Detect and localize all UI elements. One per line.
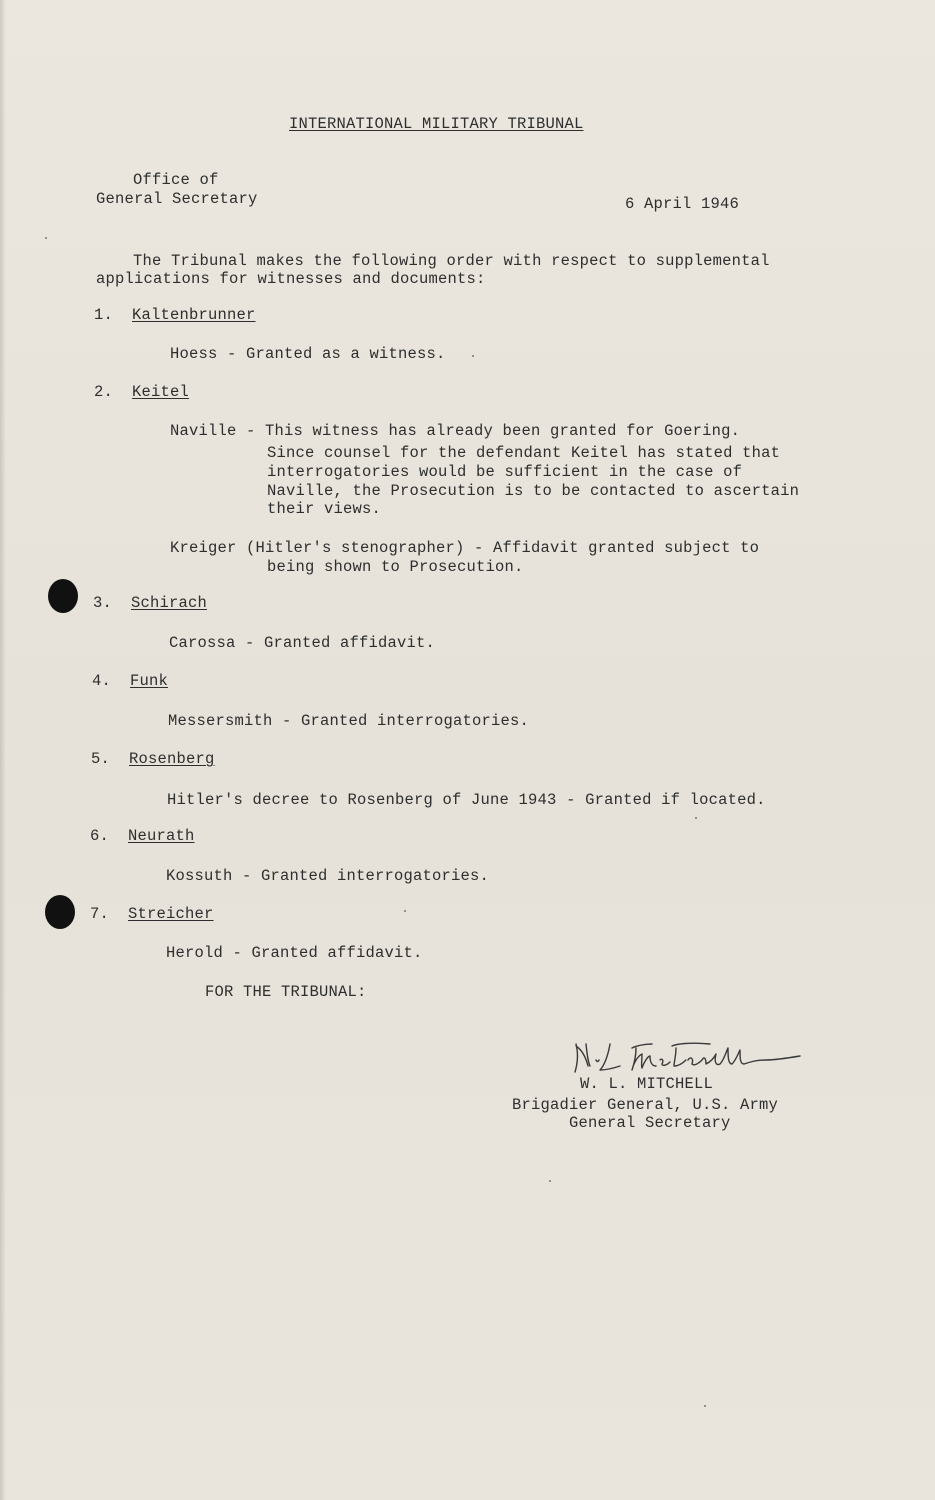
signer-name: W. L. MITCHELL <box>580 1075 714 1093</box>
paper-speck <box>549 1180 551 1182</box>
item-number: 3. <box>93 594 113 612</box>
intro-line-1: The Tribunal makes the following order with respect to supplemental <box>133 252 770 270</box>
defendant-name: Kaltenbrunner <box>132 306 256 324</box>
handwritten-signature <box>570 1036 805 1076</box>
entry-line: Kossuth - Granted interrogatories. <box>166 867 490 885</box>
punch-hole-bottom <box>45 895 75 929</box>
signer-title: General Secretary <box>569 1114 731 1132</box>
entry-line: Messersmith - Granted interrogatories. <box>168 712 530 730</box>
paper-speck <box>704 1405 706 1407</box>
entry-line: their views. <box>267 500 382 518</box>
paper-speck <box>695 817 697 819</box>
entry-line: Since counsel for the defendant Keitel has stated that <box>267 444 781 462</box>
entry-line: Kreiger (Hitler's stenographer) - Affidavit granted subject to <box>170 539 760 557</box>
entry-line: Hitler's decree to Rosenberg of June 1943 - Granted if located. <box>167 791 766 809</box>
punch-hole-top <box>48 579 78 613</box>
entry-line: being shown to Prosecution. <box>267 558 524 576</box>
item-number: 6. <box>90 827 110 845</box>
defendant-name: Neurath <box>128 827 195 845</box>
paper-speck <box>45 237 47 239</box>
entry-line: Herold - Granted affidavit. <box>166 944 423 962</box>
office-line-2: General Secretary <box>96 190 258 208</box>
defendant-name: Keitel <box>132 383 190 401</box>
entry-line: Naville, the Prosecution is to be contacted to ascertain <box>267 482 800 500</box>
intro-line-2: applications for witnesses and documents: <box>96 270 486 288</box>
item-number: 5. <box>91 750 111 768</box>
document-date: 6 April 1946 <box>625 195 740 213</box>
office-line-1: Office of <box>133 171 219 189</box>
page-edge-shadow <box>0 0 6 1500</box>
document-title: INTERNATIONAL MILITARY TRIBUNAL <box>289 115 584 133</box>
entry-line: interrogatories would be sufficient in the case of <box>267 463 743 481</box>
item-number: 2. <box>94 383 114 401</box>
item-number: 4. <box>92 672 112 690</box>
signer-rank: Brigadier General, U.S. Army <box>512 1096 779 1114</box>
defendant-name: Streicher <box>128 905 214 923</box>
defendant-name: Funk <box>130 672 169 690</box>
entry-line: Hoess - Granted as a witness. <box>170 345 446 363</box>
entry-line: Naville - This witness has already been granted for Goering. <box>170 422 741 440</box>
defendant-name: Schirach <box>131 594 208 612</box>
entry-line: Carossa - Granted affidavit. <box>169 634 436 652</box>
closing-line: FOR THE TRIBUNAL: <box>205 983 367 1001</box>
paper-speck <box>404 910 406 912</box>
paper-speck <box>472 355 474 357</box>
defendant-name: Rosenberg <box>129 750 215 768</box>
item-number: 7. <box>90 905 110 923</box>
item-number: 1. <box>94 306 114 324</box>
